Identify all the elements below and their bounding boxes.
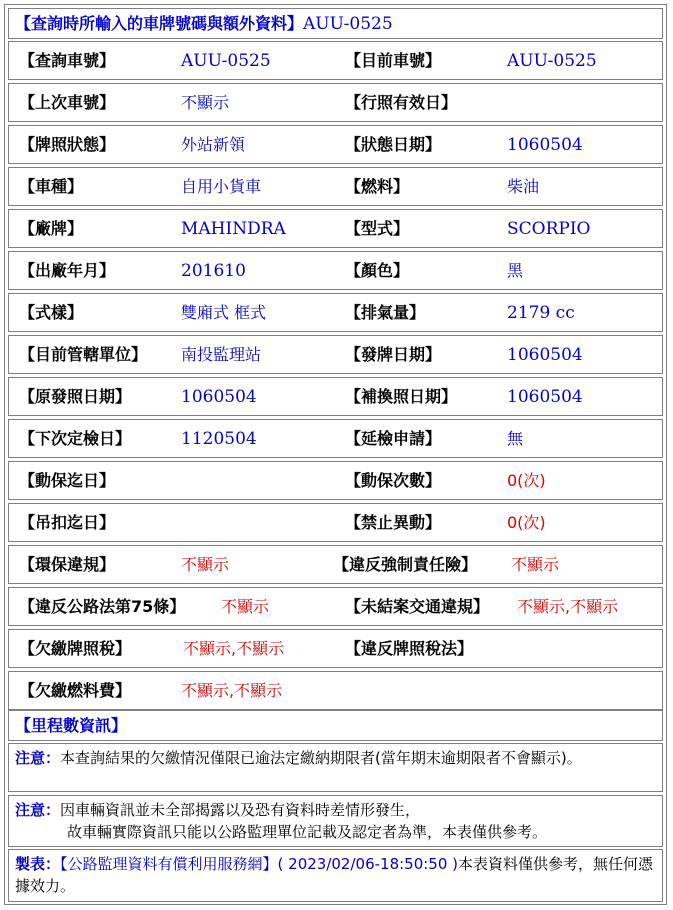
- table-row: [8, 629, 663, 668]
- field-value: 自用小貨車: [181, 177, 262, 196]
- table-row: [8, 167, 663, 206]
- field-label: 【環保違規】: [19, 555, 116, 574]
- field-label: 【未結案交通違規】: [345, 597, 490, 616]
- field-label: 【下次定檢日】: [19, 429, 132, 448]
- field-label: 【延檢申請】: [345, 429, 442, 448]
- field-value: 雙廂式 框式: [181, 303, 267, 322]
- footer-row: [8, 849, 663, 902]
- field-value: 不顯示: [181, 93, 230, 112]
- field-value: 0(次): [507, 513, 546, 532]
- table-row: [8, 419, 663, 458]
- table-row: [8, 335, 663, 374]
- field-label: 【原發照日期】: [19, 387, 132, 406]
- note1-row: [8, 743, 663, 792]
- table-row: [8, 545, 663, 584]
- table-row: [8, 503, 663, 542]
- field-value: MAHINDRA: [181, 219, 286, 239]
- field-value: AUU-0525: [507, 51, 597, 71]
- field-value: 不顯示: [221, 597, 270, 616]
- mileage-label: 【里程數資訊】: [15, 716, 128, 735]
- table-row: [8, 377, 663, 416]
- table-row: [8, 461, 663, 500]
- field-value: 1060504: [507, 345, 583, 365]
- field-label: 【動保迄日】: [19, 471, 116, 490]
- footer-label: 製表：: [15, 855, 61, 873]
- field-label: 【排氣量】: [345, 303, 426, 322]
- footer-text: 本表資料僅供參考，無任何憑據效力。: [15, 855, 654, 895]
- field-label: 【違反牌照稅法】: [345, 639, 474, 658]
- field-value: 201610: [181, 261, 246, 281]
- field-value: 不顯示,不顯示: [183, 639, 285, 658]
- field-label: 【狀態日期】: [345, 135, 442, 154]
- table-row: [8, 293, 663, 332]
- field-value: SCORPIO: [507, 219, 591, 239]
- field-value: 柴油: [507, 177, 540, 196]
- header-row: [8, 8, 663, 39]
- field-label: 【違反強制責任險】: [333, 555, 478, 574]
- field-value: 2179 cc: [507, 303, 575, 323]
- header-title-text: 【查詢時所輸入的車牌號碼與額外資料】: [15, 14, 304, 33]
- field-value: 不顯示: [181, 555, 230, 574]
- field-label: 【行照有效日】: [345, 93, 458, 112]
- footer-time: ( 2023/02/06-18:50:50 ): [277, 855, 459, 873]
- field-label: 【牌照狀態】: [19, 135, 116, 154]
- mileage-row: [8, 710, 663, 741]
- table-row: [8, 41, 663, 80]
- field-value: 不顯示: [511, 555, 560, 574]
- field-label: 【目前管轄單位】: [19, 345, 148, 364]
- field-value: AUU-0525: [181, 51, 271, 71]
- field-label: 【出廠年月】: [19, 261, 116, 280]
- note2-line2: 故車輛實際資訊只能以公路監理單位記載及認定者為準，本表僅供參考。: [67, 823, 548, 841]
- header-title: [15, 14, 393, 34]
- table-row: [8, 251, 663, 290]
- field-label: 【違反公路法第75條】: [19, 597, 186, 616]
- field-label: 【禁止異動】: [345, 513, 442, 532]
- field-label: 【欠繳牌照稅】: [19, 639, 132, 658]
- field-label: 【目前車號】: [345, 51, 442, 70]
- field-value: 1060504: [507, 135, 583, 155]
- field-value: 南投監理站: [181, 345, 262, 364]
- footer-source: 【公路監理資料有償利用服務網】: [60, 855, 278, 873]
- field-value: 黑: [507, 261, 524, 280]
- field-label: 【車種】: [19, 177, 84, 196]
- field-label: 【顏色】: [345, 261, 410, 280]
- field-label: 【式樣】: [19, 303, 84, 322]
- field-label: 【欠繳燃料費】: [19, 681, 132, 700]
- field-value: 1060504: [181, 387, 257, 407]
- field-value: 0(次): [507, 471, 546, 490]
- field-label: 【發牌日期】: [345, 345, 442, 364]
- field-label: 【查詢車號】: [19, 51, 116, 70]
- vehicle-info-table: [4, 4, 667, 905]
- field-label: 【補換照日期】: [345, 387, 458, 406]
- note1-label: 注意：: [15, 749, 61, 767]
- field-label: 【燃料】: [345, 177, 410, 196]
- footer: [15, 853, 656, 897]
- field-label: 【上次車號】: [19, 93, 116, 112]
- note2-label: 注意：: [15, 801, 61, 819]
- table-row: [8, 83, 663, 122]
- header-plate: AUU-0525: [303, 14, 393, 34]
- table-row: [8, 125, 663, 164]
- table-row: [8, 587, 663, 626]
- field-label: 【廠牌】: [19, 219, 84, 238]
- field-value: 外站新領: [181, 135, 246, 154]
- field-value: 1120504: [181, 429, 257, 449]
- field-value: 無: [507, 429, 524, 448]
- field-value: 1060504: [507, 387, 583, 407]
- field-label: 【型式】: [345, 219, 410, 238]
- field-label: 【動保次數】: [345, 471, 442, 490]
- note1-text: 本查詢結果的欠繳情況僅限已逾法定繳納期限者(當年期末逾期限者不會顯示)。: [60, 749, 582, 767]
- note2: [15, 799, 656, 843]
- note2-line1: 因車輛資訊並未全部揭露以及恐有資料時差情形發生，: [60, 801, 421, 819]
- table-row: [8, 671, 663, 710]
- field-value: 不顯示,不顯示: [181, 681, 283, 700]
- field-value: 不顯示,不顯示: [517, 597, 619, 616]
- note2-row: [8, 795, 663, 847]
- table-row: [8, 209, 663, 248]
- field-label: 【吊扣迄日】: [19, 513, 116, 532]
- note1: [15, 747, 656, 769]
